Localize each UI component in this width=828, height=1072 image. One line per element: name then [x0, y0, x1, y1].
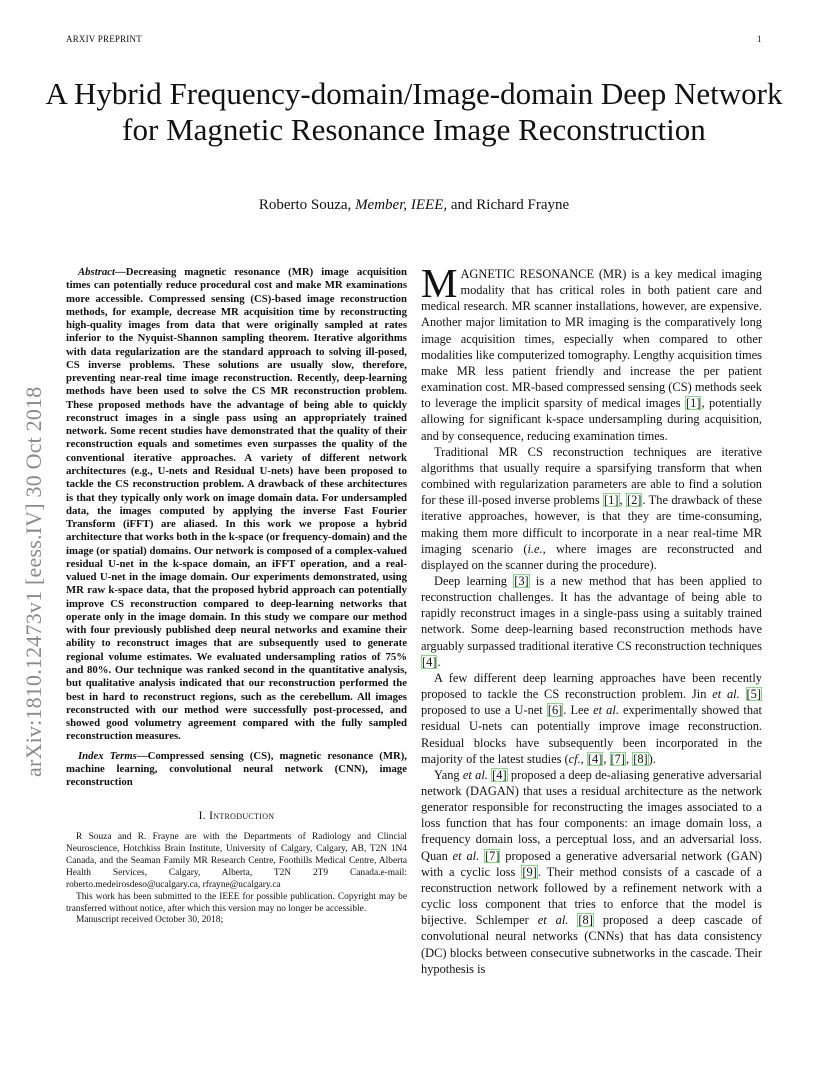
footnote-received: Manuscript received October 30, 2018;: [76, 915, 224, 926]
intro-paragraph-1: [421, 260, 762, 444]
text-run: AGNETIC RESONANCE (MR) is a key medical imaging modality that has critical roles in both patient care and medical research. MR scanner installations, however, are expensive. Another major limitation to MR imaging is the comparatively long image acquisition times, especially when compared to other modalities like computerized tomography. Lengthy acquisition times make MR less patient friendly and increase the per patient examination cost. MR-based compressed sensing (CS) methods seek to leverage the implicit sparsity of medical images: [421, 267, 762, 411]
text-run: , where images are reconstructed and displayed on the scanner during the procedure).: [421, 541, 762, 572]
text-run: proposed a deep de-aliasing generative adversarial network (DAGAN) that uses a residual architecture as the network generator responsible for reconstructing the images associated to a loss function that has four components: an image domain loss, a frequency domain loss, a perceptual loss, and an adversarial loss. Quan: [421, 767, 762, 863]
citation-link[interactable]: [4]: [492, 767, 507, 782]
footnote-copyright: This work has been submitted to the IEEE for possible publication. Copyright may be transferred without notice, after which this version may no longer be accessible.: [66, 891, 407, 914]
citation-link[interactable]: [4]: [422, 654, 437, 669]
intro-paragraph-2: [421, 444, 762, 573]
citation-link[interactable]: [5]: [746, 687, 761, 702]
text-run: et al.: [462, 767, 488, 782]
text-run: et al.: [593, 703, 619, 718]
left-column: [66, 266, 407, 927]
text-run: A few different deep learning approaches have been recently proposed to tackle the CS reconstruction problem. Jin: [421, 670, 762, 702]
text-run: experimentally showed that residual U-nets can potentially improve image reconstruction. Residual blocks have subsequently been incorporated in the majority of the latest studies (: [421, 703, 762, 766]
text-run: is a new method that has been applied to reconstruction challenges. It has the advantage of being able to rapidly reconstruct images in a single-pass using a suitably trained network. Some deep-learning based reconstruction methods have arguably surpassed traditional iterative CS reconstruction techniques: [421, 573, 762, 653]
right-column: [421, 260, 763, 977]
text-run: proposed to use a U-net: [421, 703, 547, 718]
text-run: Yang: [434, 767, 463, 782]
citation-link[interactable]: [1]: [604, 493, 619, 508]
text-run: ,: [603, 751, 610, 766]
text-run: .: [437, 654, 441, 669]
footnote-affiliations: R Souza and R. Frayne are with the Departments of Radiology and Clincial Neuroscience, Hotchkiss Brain Institute, University of Calgary, Calgary, AB, T2N 1N4 Canada, and the Seaman Family MR Research Centre, Foothills Medical Centre, Alberta Health Services, Calgary, Alberta, T2N 2T9 Canada.e-mail: roberto.medeirosdeso@ucalgary.ca, rfrayne@ucalgary.ca: [66, 832, 407, 890]
text-run: , potentially allowing for significant k-space undersampling during acquisition, and by consequence, reducing examination times.: [421, 396, 762, 443]
abstract: [66, 266, 407, 744]
text-run: Deep learning: [434, 573, 514, 588]
citation-link[interactable]: [4]: [587, 751, 603, 766]
section-heading-introduction: [66, 809, 407, 824]
citation-link[interactable]: [9]: [522, 864, 537, 879]
text-run: proposed a generative adversarial network (GAN) with a cyclic loss: [421, 848, 762, 879]
citation-link[interactable]: [8]: [578, 913, 593, 928]
text-run: i.e.: [527, 541, 543, 556]
text-run: cf.: [568, 751, 581, 766]
citation-link[interactable]: [7]: [485, 848, 500, 863]
page-number: 1: [757, 34, 762, 44]
citation-link[interactable]: [8]: [633, 751, 648, 766]
citation-link[interactable]: [1]: [686, 396, 701, 411]
abstract-text: —Decreasing magnetic resonance (MR) image acquisition times can potentially reduce procedural cost and make MR examinations more accessible. Compressed sensing (CS)-based image reconstruction methods, for example, decrease MR acquisition time by reconstructing high-quality images from data that were originally sampled at rates inferior to the Nyquist-Shannon sampling theorem. Iterative algorithms with data regularization are the standard approach to solving ill-posed, CS inverse problems. These solutions are usually slow, therefore, preventing near-real time image reconstruction. Recently, deep-learning methods have been used to solve the CS MR reconstruction problem. These proposed methods have the advantage of being able to quickly reconstruct images in a single pass using an appropriately trained network. Some recent studies have demonstrated that the quality of their reconstruction equals and sometimes even surpasses the quality of the conventional iterative approaches. A variety of different network architectures (e.g., U-nets and Residual U-nets) have been proposed to tackle the CS reconstruction problem. A drawback of these architectures is that they typically only work on image domain data. For undersampled data, the images computed by applying the inverse Fast Fourier Transform (iFFT) are aliased. In this work we propose a hybrid architecture that works both in the k-space (or frequency-domain) and the image (or spatial) domains. Our network is composed of a complex-valued residual U-net in the k-space domain, an iFFT operation, and a real-valued U-net in the image domain. Our experiments demonstrated, using MR raw k-space data, that the proposed hybrid approach can potentially improve CS reconstruction compared to deep-learning networks that operate only in the image domain. In this study we compare our method with four previously published deep neural networks and examine their ability to reconstruct images that are subsequently used to generate regional volume estimates. We evaluated undersampling ratios of 75% and 80%. Our technique was ranked second in the quantitative analysis, but qualitative analysis indicated that our reconstruction performed the best in hard to reconstruct regions, such as the cerebellum. All images reconstructed with our method were successfully post-processed, and showed good volumetry agreement compared with the fully sampled reconstruction measures.: [66, 266, 407, 743]
arxiv-identifier-stamp: arXiv:1810.12473v1 [eess.IV] 30 Oct 2018: [21, 386, 46, 777]
text-run: [740, 687, 746, 701]
intro-paragraph-3: [421, 573, 762, 670]
author-line: [40, 197, 788, 214]
drop-cap: M: [421, 260, 458, 306]
citation-link[interactable]: [6]: [547, 703, 563, 718]
index-terms: [66, 750, 407, 790]
citation-link[interactable]: [2]: [626, 493, 642, 508]
text-run: ,: [580, 751, 587, 766]
index-terms-label: Index Terms: [78, 749, 137, 762]
footnotes: [66, 832, 407, 927]
text-run: et al.: [537, 913, 569, 928]
text-run: . Lee: [563, 703, 594, 718]
text-run: ,: [625, 751, 633, 766]
text-run: ).: [648, 751, 656, 766]
section-title: Introduction: [209, 810, 275, 823]
abstract-label: Abstract: [78, 266, 116, 278]
text-run: ,: [619, 493, 626, 508]
citation-link[interactable]: [7]: [610, 751, 625, 766]
index-terms-text: —Compressed sensing (CS), magnetic resonance (MR), machine learning, convolutional neural network (CNN), image reconstruction: [66, 749, 407, 789]
text-run: Traditional MR CS reconstruction techniques are iterative algorithms that usually require a sparsifying transform that when combined with regularization parameters are able to find a solution for these ill-posed inverse problems: [421, 444, 762, 508]
text-run: . Their method consists of a cascade of a reconstruction network followed by a refinement network with a cyclic loss component that tries to enforce that the model is bijective. Schlemper: [421, 864, 762, 928]
author-name: and Richard Frayne: [447, 197, 570, 213]
intro-paragraph-4: [421, 670, 762, 767]
citation-link[interactable]: [3]: [514, 573, 529, 588]
running-head: ARXIV PREPRINT: [66, 34, 142, 44]
author-role: Member, IEEE,: [355, 197, 448, 213]
text-run: . The drawback of these iterative approaches, however, is that they are time-consuming, making them more difficult to incorporate in a near real-time MR imaging scenario (: [421, 493, 763, 556]
intro-paragraph-5: [421, 767, 762, 977]
text-run: et al.: [712, 687, 740, 702]
paper-title: A Hybrid Frequency-domain/Image-domain Deep Network for Magnetic Resonance Image Reconstruction: [45, 76, 783, 147]
author-name: Roberto Souza,: [258, 197, 356, 213]
section-number: I.: [198, 810, 210, 823]
text-run: proposed a deep cascade of convolutional neural networks (CNNs) that has data consistency (DC) blocks between consecutive subnetworks in the cascade. Their hypothesis is: [421, 913, 762, 976]
text-run: et al.: [452, 848, 480, 863]
